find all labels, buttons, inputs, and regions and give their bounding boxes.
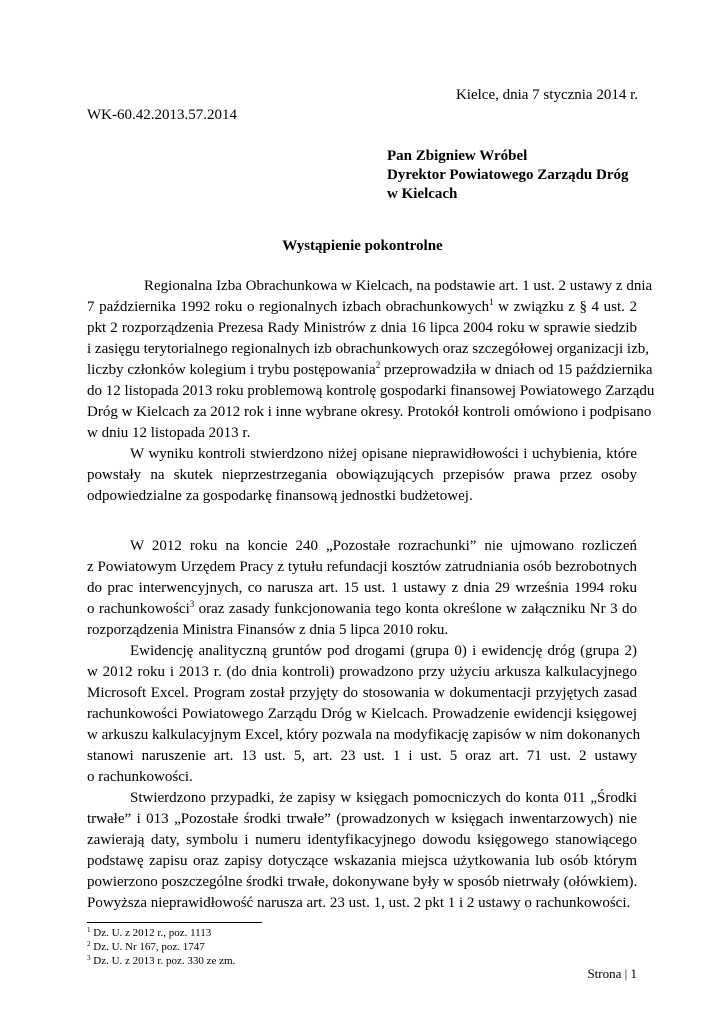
- paragraph-line: Regionalna Izba Obrachunkowa w Kielcach, na podstawie art. 1 ust. 2 ustawy z dnia: [144, 278, 653, 294]
- footnote-separator: [87, 922, 262, 923]
- paragraph-line: Dróg w Kielcach za 2012 rok i inne wybrane okresy. Protokół kontroli omówiono i podpisano: [87, 404, 652, 420]
- paragraph-line: W 2012 roku na koncie 240 „Pozostałe rozrachunki” nie ujmowano rozliczeń: [130, 538, 637, 554]
- footnote-3: [87, 954, 235, 968]
- paragraph-line: rachunkowości Powiatowego Zarządu Dróg w Kielcach. Prowadzenie ewidencji księgowej: [87, 706, 637, 722]
- recipient-position: Dyrektor Powiatowego Zarządu Dróg: [387, 167, 629, 183]
- paragraph-line: powstały na skutek nieprzestrzegania obowiązujących przepisów prawa przez osoby: [87, 467, 637, 483]
- paragraph-line: stanowi naruszenie art. 13 ust. 5, art. 23 ust. 1 i ust. 5 oraz art. 71 ust. 2 ustawy: [87, 748, 637, 764]
- paragraph-line: w arkuszu kalkulacyjnym Excel, który pozwala na modyfikację zapisów w nim dokonanych: [87, 727, 641, 743]
- recipient-name: Pan Zbigniew Wróbel: [387, 148, 528, 164]
- paragraph-line: Stwierdzono przypadki, że zapisy w księgach pomocniczych do konta 011 „Środki: [130, 790, 637, 806]
- text-run: liczby członków kolegium i trybu postępowania: [87, 362, 376, 378]
- footnote-2: [87, 940, 205, 954]
- paragraph-line: trwałe” i 013 „Pozostałe środki trwałe” (prowadzonych w księgach inwentarzowych) nie: [87, 811, 637, 827]
- text-run: o rachunkowości: [87, 601, 190, 617]
- recipient-location: w Kielcach: [387, 186, 458, 202]
- paragraph-line: [87, 360, 653, 380]
- text-run: przeprowadziła w dniach od 15 października: [380, 362, 653, 378]
- text-run: oraz zasady funkcjonowania tego konta określone w załączniku Nr 3 do: [194, 601, 637, 617]
- place-date: Kielce, dnia 7 stycznia 2014 r.: [455, 87, 638, 103]
- paragraph-line: Microsoft Excel. Program został przyjęty do stosowania w dokumentacji przyjętych zasad: [87, 685, 637, 701]
- paragraph-line: w 2012 roku i 2013 r. (do dnia kontroli) prowadzono przy użyciu arkusza kalkulacyjnego: [87, 664, 637, 680]
- paragraph-line: [87, 298, 637, 317]
- footnote-1: [87, 926, 211, 940]
- footnote-number: 3: [87, 954, 91, 962]
- document-title: Wystąpienie pokontrolne: [282, 238, 443, 254]
- page-number: Strona | 1: [587, 966, 637, 981]
- footnote-ref: 2: [375, 360, 381, 370]
- reference-number: WK-60.42.2013.57.2014: [87, 107, 237, 123]
- footnote-text: Dz. U. Nr 167, poz. 1747: [90, 941, 205, 953]
- footnote-ref: 1: [489, 297, 494, 307]
- text-run: w związku z § 4 ust. 2: [493, 299, 638, 315]
- recipient-block: [387, 147, 629, 204]
- paragraph-line: powierzono poszczególne środki trwałe, dokonywane były w sposób nietrwały (ołówkiem).: [87, 874, 638, 890]
- paragraph-line: podstawę zapisu oraz zapisy dotyczące wskazania miejsca użytkowania lub osób którym: [87, 853, 637, 869]
- paragraph-line: w dniu 12 listopada 2013 r.: [87, 425, 251, 441]
- paragraph-line: z Powiatowym Urzędem Pracy z tytułu refundacji kosztów zatrudniania osób bezrobotnych: [87, 559, 637, 575]
- paragraph-line: W wyniku kontroli stwierdzono niżej opisane nieprawidłowości i uchybienia, które: [130, 446, 637, 462]
- footnote-text: Dz. U. z 2013 r. poz. 330 ze zm.: [90, 955, 236, 967]
- paragraph-line: pkt 2 rozporządzenia Prezesa Rady Ministrów z dnia 16 lipca 2004 roku w sprawie siedzib: [87, 320, 637, 336]
- paragraph-line: i zasięgu terytorialnego regionalnych izb obrachunkowych oraz szczegółowej organizacji izb,: [87, 341, 649, 357]
- text-run: 7 października 1992 roku o regionalnych izbach obrachunkowych: [87, 299, 490, 315]
- paragraph-line: zawierają daty, symbolu i numeru identyfikacyjnego dowodu księgowego stanowiącego: [87, 832, 637, 848]
- footnote-ref: 3: [189, 599, 195, 609]
- paragraph-line: o rachunkowości.: [87, 769, 193, 785]
- footnote-number: 1: [87, 926, 91, 934]
- paragraph-line: [87, 600, 637, 619]
- paragraph-line: Powyższa nieprawidłowość narusza art. 23 ust. 1, ust. 2 pkt 1 i 2 ustawy o rachunkowości.: [87, 895, 631, 911]
- paragraph-line: do 12 listopada 2013 roku problemową kontrolę gospodarki finansowej Powiatowego Zarządu: [87, 383, 655, 399]
- paragraph-line: odpowiedzialne za gospodarkę finansową jednostki budżetowej.: [87, 488, 473, 504]
- paragraph-line: do prac interwencyjnych, co narusza art. 15 ust. 1 ustawy z dnia 29 września 1994 roku: [87, 580, 637, 596]
- paragraph-line: rozporządzenia Ministra Finansów z dnia 5 lipca 2010 roku.: [87, 622, 449, 638]
- paragraph-line: Ewidencję analityczną gruntów pod drogami (grupa 0) i ewidencję dróg (grupa 2): [130, 643, 637, 659]
- footnote-number: 2: [87, 940, 91, 948]
- footnote-text: Dz. U. z 2012 r., poz. 1113: [90, 927, 212, 939]
